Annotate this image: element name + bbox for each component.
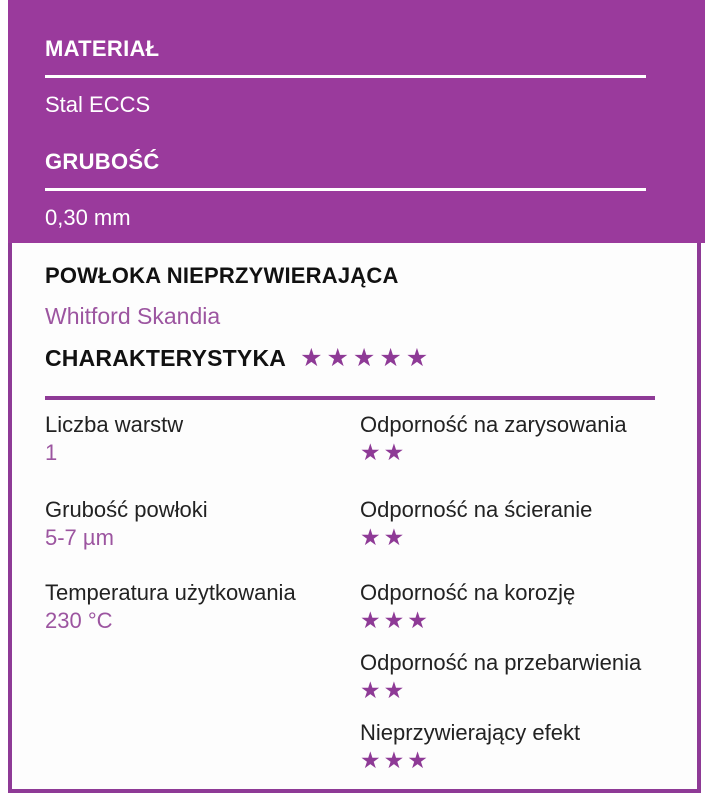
material-section xyxy=(45,38,705,116)
coating-panel xyxy=(8,243,701,793)
thickness-heading: GRUBOŚĆ xyxy=(45,149,160,174)
property-value: 230 °C xyxy=(45,608,113,633)
spec-header xyxy=(8,0,705,243)
thickness-section xyxy=(45,151,705,229)
property-odpornosc-zarysowania xyxy=(360,413,697,498)
star-rating: ★★★ xyxy=(360,747,431,773)
star-rating: ★★ xyxy=(360,677,408,703)
star-rating: ★★★ xyxy=(360,607,431,633)
section-divider xyxy=(45,396,655,400)
property-label: Grubość powłoki xyxy=(45,497,208,522)
property-nieprzywierajacy-efekt xyxy=(360,721,697,772)
coating-title: POWŁOKA NIEPRZYWIERAJĄCA xyxy=(45,263,399,288)
property-odpornosc-korozje xyxy=(360,581,697,651)
property-label: Odporność na zarysowania xyxy=(360,412,627,437)
overall-star-rating: ★★★★★ xyxy=(300,344,433,372)
property-label: Liczba warstw xyxy=(45,412,184,437)
property-label: Nieprzywierający efekt xyxy=(360,720,581,745)
property-label: Odporność na korozję xyxy=(360,580,576,605)
material-value: Stal ECCS xyxy=(45,92,151,117)
thickness-value: 0,30 mm xyxy=(45,205,131,230)
property-value: 5-7 µm xyxy=(45,525,114,550)
material-underline xyxy=(45,75,646,78)
characteristics-row xyxy=(45,345,697,371)
property-temperatura xyxy=(45,581,360,651)
property-label: Temperatura użytkowania xyxy=(45,580,296,605)
thickness-underline xyxy=(45,188,646,191)
coating-brand-name: Whitford Skandia xyxy=(45,303,221,329)
property-odpornosc-przebarwienia xyxy=(360,651,697,721)
star-rating: ★★ xyxy=(360,439,408,465)
property-value: 1 xyxy=(45,440,58,465)
material-heading: MATERIAŁ xyxy=(45,36,160,61)
property-grubosc-powloki xyxy=(45,498,360,581)
star-rating: ★★ xyxy=(360,524,408,550)
characteristics-label: CHARAKTERYSTYKA xyxy=(45,345,287,371)
property-liczba-warstw xyxy=(45,413,360,498)
property-odpornosc-scieranie xyxy=(360,498,697,581)
property-label: Odporność na przebarwienia xyxy=(360,650,642,675)
properties-grid xyxy=(45,413,697,772)
property-label: Odporność na ścieranie xyxy=(360,497,593,522)
product-spec-card xyxy=(8,0,705,793)
